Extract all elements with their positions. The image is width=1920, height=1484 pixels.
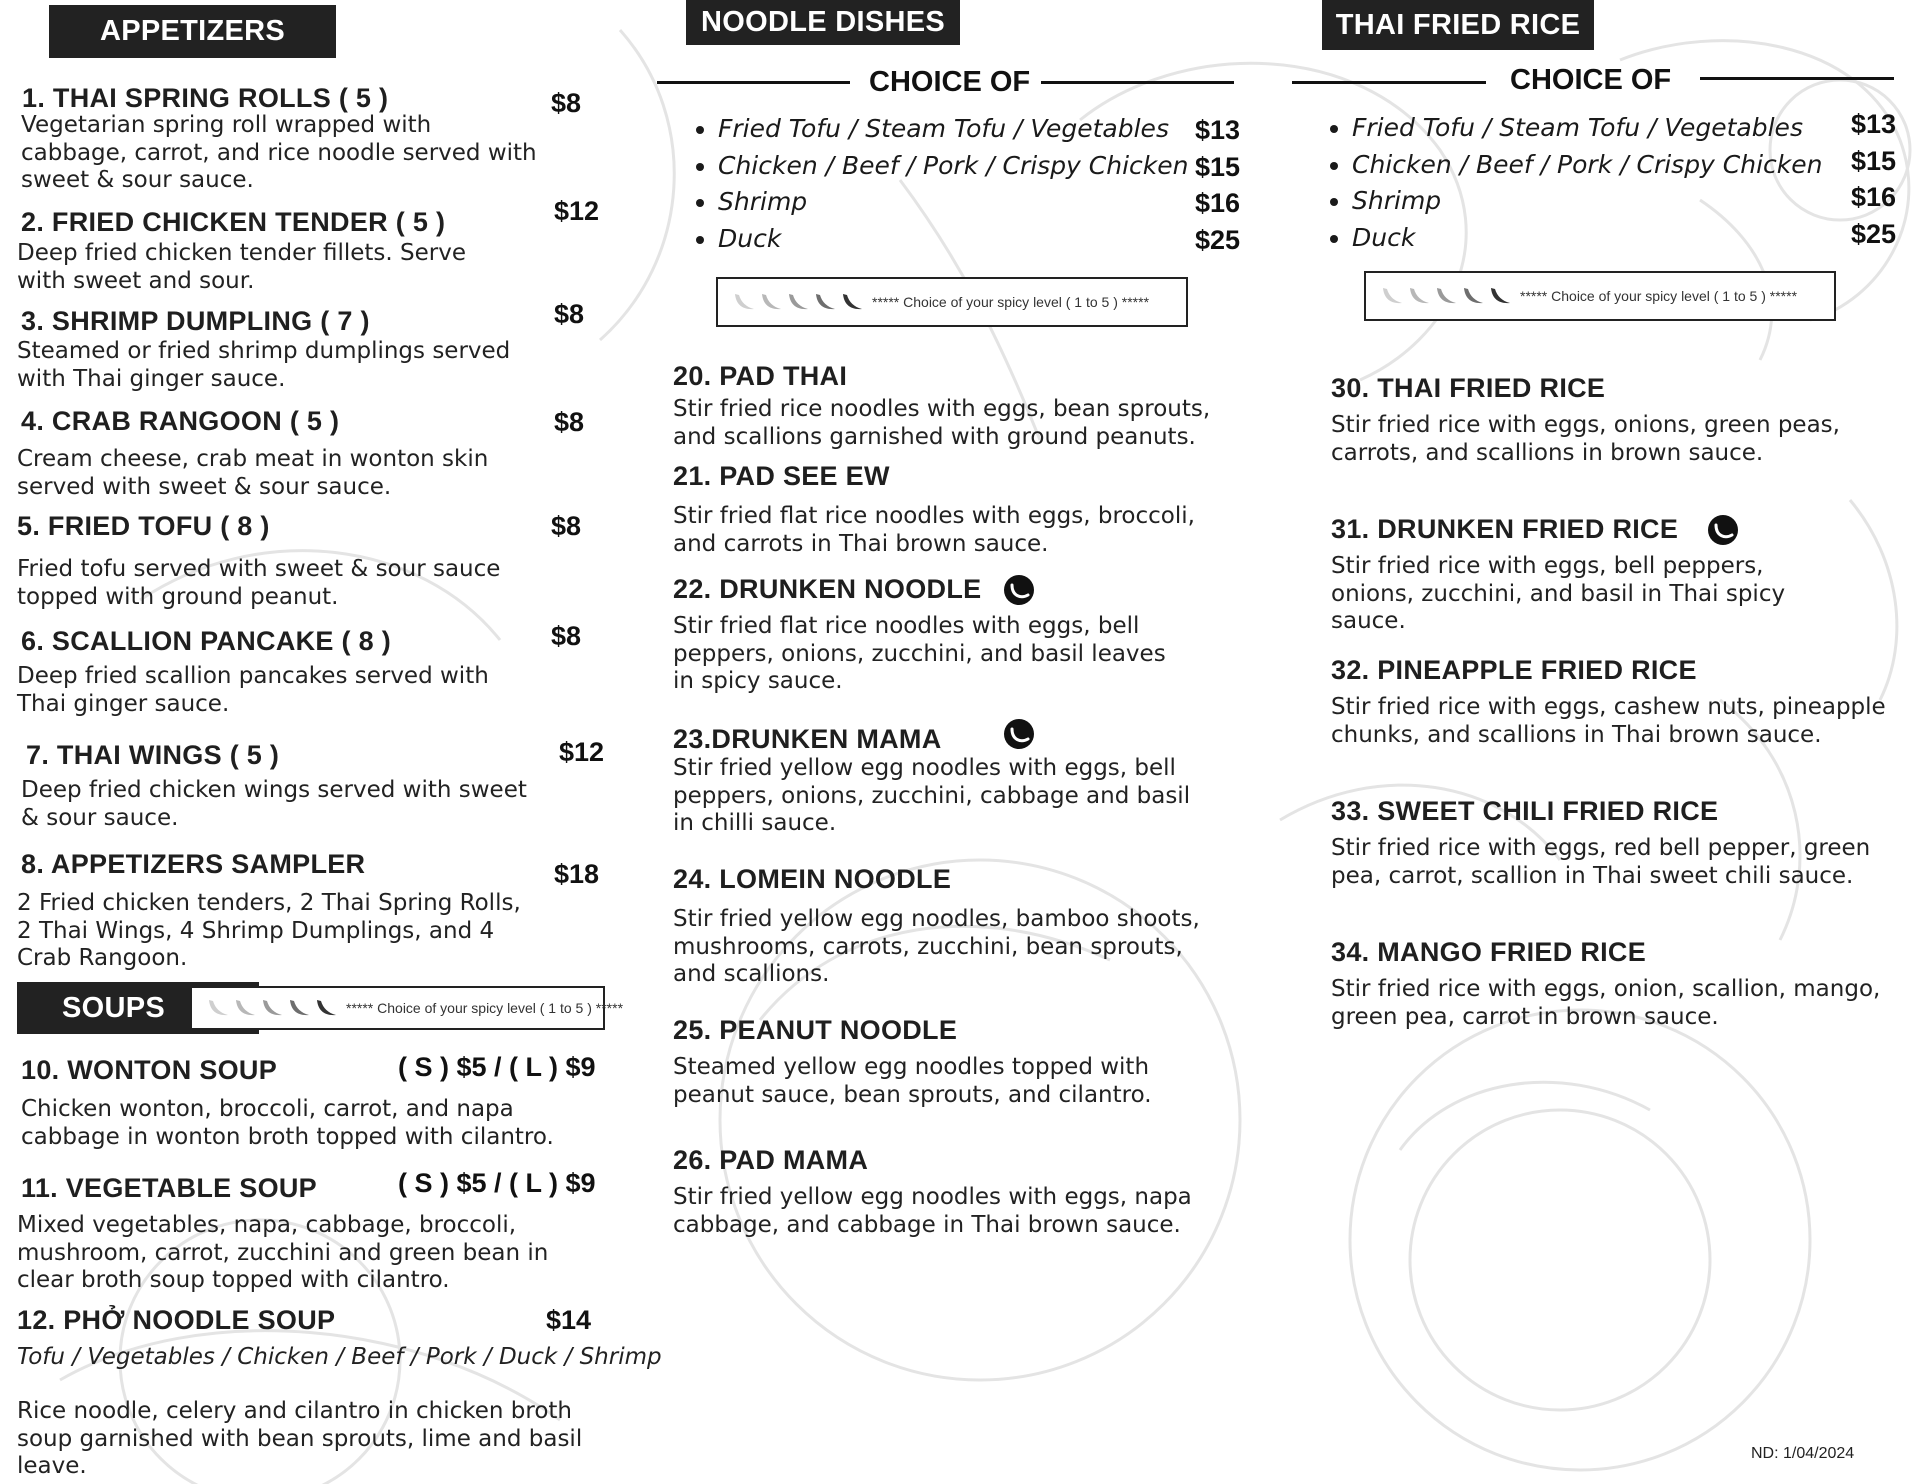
chili-pepper-icon bbox=[287, 998, 311, 1018]
noodles-choice-price: $13 bbox=[1194, 115, 1240, 145]
appetizer-7-desc: Deep fried chicken wings served with sweet & sour sauce. bbox=[21, 777, 527, 831]
spicy-level-label: ***** Choice of your spicy level ( 1 to 5 ) ***** bbox=[346, 1000, 624, 1016]
rice-33-desc: Stir fried rice with eggs, red bell pepper, green pea, carrot, scallion in Thai sweet chili sauce. bbox=[1331, 835, 1871, 889]
fried-rice-choice-rule-left bbox=[1292, 81, 1486, 84]
noodles-spicy-level-box bbox=[716, 277, 1188, 327]
rice-31-spicy-icon bbox=[1707, 514, 1739, 546]
noodle-21-desc: Stir fried flat rice noodles with eggs, broccoli, and carrots in Thai brown sauce. bbox=[673, 503, 1195, 557]
appetizers-header: APPETIZERS bbox=[49, 5, 336, 58]
chili-pepper-icon bbox=[233, 998, 257, 1018]
soup-10-desc: Chicken wonton, broccoli, carrot, and napa cabbage in wonton broth topped with cilantro. bbox=[21, 1096, 554, 1150]
noodle-20-desc: Stir fried rice noodles with eggs, bean sprouts, and scallions garnished with ground peanuts. bbox=[673, 396, 1211, 450]
noodles-choice-item: • Fried Tofu / Steam Tofu / Vegetables bbox=[718, 111, 1189, 148]
fried-rice-choice-price: $15 bbox=[1850, 145, 1896, 176]
chili-pepper-icons bbox=[206, 998, 338, 1018]
appetizer-6-name: 6. SCALLION PANCAKE ( 8 ) bbox=[21, 626, 392, 656]
noodles-choice-list bbox=[684, 111, 1189, 257]
appetizer-6-desc: Deep fried scallion pancakes served with Thai ginger sauce. bbox=[17, 663, 489, 717]
rice-30-name: 30. THAI FRIED RICE bbox=[1331, 373, 1606, 403]
noodle-23-name: 23.DRUNKEN MAMA bbox=[673, 724, 942, 754]
noodle-25-desc: Steamed yellow egg noodles topped with peanut sauce, bean sprouts, and cilantro. bbox=[673, 1054, 1152, 1108]
spicy-level-label: ***** Choice of your spicy level ( 1 to 5 ) ***** bbox=[872, 294, 1150, 310]
chili-pepper-icon bbox=[732, 292, 756, 312]
noodle-26-desc: Stir fried yellow egg noodles with eggs, napa cabbage, and cabbage in Thai brown sauce. bbox=[673, 1184, 1192, 1238]
appetizer-8-desc: 2 Fried chicken tenders, 2 Thai Spring Rolls, 2 Thai Wings, 4 Shrimp Dumplings, and 4 Crab Rangoon. bbox=[17, 890, 521, 971]
soup-11-desc: Mixed vegetables, napa, cabbage, broccoli, mushroom, carrot, zucchini and green bean in clear broth soup topped with cilantro. bbox=[17, 1212, 549, 1293]
appetizer-5-price: $8 bbox=[551, 511, 582, 541]
noodle-26-name: 26. PAD MAMA bbox=[673, 1145, 869, 1175]
chili-pepper-icon bbox=[1434, 286, 1458, 306]
noodle-21-name: 21. PAD SEE EW bbox=[673, 461, 890, 491]
noodles-choice-price: $25 bbox=[1194, 224, 1240, 255]
noodle-22-spicy-icon bbox=[1003, 574, 1035, 606]
chili-pepper-icon bbox=[1380, 286, 1404, 306]
noodles-choice-rule-left bbox=[657, 81, 850, 84]
appetizer-2-name: 2. FRIED CHICKEN TENDER ( 5 ) bbox=[21, 207, 446, 237]
fried-rice-choice-item: • Shrimp bbox=[1352, 183, 1823, 220]
appetizer-1-desc: Vegetarian spring roll wrapped with cabbage, carrot, and rice noodle served with sweet & sour sauce. bbox=[21, 112, 537, 193]
noodle-25-name: 25. PEANUT NOODLE bbox=[673, 1015, 958, 1045]
appetizer-7-price: $12 bbox=[559, 737, 605, 767]
soup-11-name: 11. VEGETABLE SOUP bbox=[21, 1173, 317, 1203]
noodle-23-spicy-icon bbox=[1003, 718, 1035, 750]
appetizer-1-name: 1. THAI SPRING ROLLS ( 5 ) bbox=[22, 83, 389, 113]
fried-rice-choice-rule-right bbox=[1700, 77, 1894, 80]
appetizer-2-desc: Deep fried chicken tender fillets. Serve with sweet and sour. bbox=[17, 240, 466, 294]
rice-34-name: 34. MANGO FRIED RICE bbox=[1331, 937, 1647, 967]
rice-30-desc: Stir fried rice with eggs, onions, green peas, carrots, and scallions in brown sauce. bbox=[1331, 412, 1840, 466]
chili-pepper-icon bbox=[786, 292, 810, 312]
fried-rice-header: THAI FRIED RICE bbox=[1322, 0, 1594, 50]
revision-date-note: ND: 1/04/2024 bbox=[1751, 1445, 1855, 1462]
appetizer-4-name: 4. CRAB RANGOON ( 5 ) bbox=[21, 406, 340, 436]
appetizer-4-price: $8 bbox=[554, 407, 585, 437]
appetizer-3-price: $8 bbox=[554, 299, 585, 329]
fried-rice-choice-item: • Duck bbox=[1352, 220, 1823, 257]
spicy-level-label: ***** Choice of your spicy level ( 1 to 5 ) ***** bbox=[1520, 288, 1798, 304]
soup-10-name: 10. WONTON SOUP bbox=[21, 1055, 278, 1085]
noodle-22-desc: Stir fried flat rice noodles with eggs, bell peppers, onions, zucchini, and basil leaves in spicy sauce. bbox=[673, 613, 1166, 694]
noodles-choice-prices bbox=[1150, 112, 1240, 258]
appetizer-5-desc: Fried tofu served with sweet & sour sauce topped with ground peanut. bbox=[17, 556, 501, 610]
chili-pepper-icons bbox=[732, 292, 864, 312]
chili-pepper-icons bbox=[1380, 286, 1512, 306]
soup-12-price: $14 bbox=[546, 1305, 592, 1335]
chili-pepper-icon bbox=[314, 998, 338, 1018]
noodles-choice-price: $16 bbox=[1194, 188, 1240, 218]
appetizer-3-name: 3. SHRIMP DUMPLING ( 7 ) bbox=[21, 306, 370, 336]
appetizer-6-price: $8 bbox=[551, 621, 582, 651]
soup-10-price: ( S ) $5 / ( L ) $9 bbox=[398, 1052, 596, 1082]
soups-header: SOUPS bbox=[17, 982, 259, 1034]
appetizer-7-name: 7. THAI WINGS ( 5 ) bbox=[26, 740, 280, 770]
noodle-20-name: 20. PAD THAI bbox=[673, 361, 848, 391]
noodles-choice-item: • Shrimp bbox=[718, 184, 1189, 221]
noodles-choice-price: $15 bbox=[1194, 151, 1240, 182]
rice-33-name: 33. SWEET CHILI FRIED RICE bbox=[1331, 796, 1719, 826]
fried-rice-spicy-level-box bbox=[1364, 271, 1836, 321]
chili-pepper-icon bbox=[1461, 286, 1485, 306]
rice-32-desc: Stir fried rice with eggs, cashew nuts, pineapple chunks, and scallions in Thai brown sauce. bbox=[1331, 694, 1886, 748]
noodles-choice-rule-right bbox=[1041, 81, 1234, 84]
soup-11-price: ( S ) $5 / ( L ) $9 bbox=[398, 1168, 596, 1198]
appetizer-5-name: 5. FRIED TOFU ( 8 ) bbox=[17, 511, 270, 541]
fried-rice-choice-prices bbox=[1806, 106, 1896, 252]
chili-pepper-icon bbox=[260, 998, 284, 1018]
soup-12-name: 12. PHỞ NOODLE SOUP bbox=[17, 1305, 336, 1335]
noodles-choice-title: CHOICE OF bbox=[869, 66, 1031, 98]
chili-pepper-icon bbox=[813, 292, 837, 312]
noodle-23-desc: Stir fried yellow egg noodles with eggs, bell peppers, onions, zucchini, cabbage and basil in chilli sauce. bbox=[673, 755, 1191, 836]
noodle-24-name: 24. LOMEIN NOODLE bbox=[673, 864, 952, 894]
noodles-header: NOODLE DISHES bbox=[686, 0, 960, 45]
soups-spicy-level-box bbox=[190, 986, 624, 1030]
chili-pepper-icon bbox=[1488, 286, 1512, 306]
fried-rice-choice-item: • Chicken / Beef / Pork / Crispy Chicken bbox=[1352, 147, 1823, 184]
rice-31-desc: Stir fried rice with eggs, bell peppers, onions, zucchini, and basil in Thai spicy sauce. bbox=[1331, 553, 1786, 634]
soup-12-options: Tofu / Vegetables / Chicken / Beef / Pork / Duck / Shrimp bbox=[17, 1344, 662, 1370]
chili-pepper-icon bbox=[840, 292, 864, 312]
fried-rice-choice-list bbox=[1318, 110, 1823, 256]
noodles-choice-item: • Chicken / Beef / Pork / Crispy Chicken bbox=[718, 148, 1189, 185]
appetizer-8-name: 8. APPETIZERS SAMPLER bbox=[21, 849, 366, 879]
fried-rice-choice-item: • Fried Tofu / Steam Tofu / Vegetables bbox=[1352, 110, 1823, 147]
noodles-choice-item: • Duck bbox=[718, 221, 1189, 258]
soup-12-desc: Rice noodle, celery and cilantro in chicken broth soup garnished with bean sprouts, lime and basil leave. bbox=[17, 1398, 583, 1479]
noodle-22-name: 22. DRUNKEN NOODLE bbox=[673, 574, 982, 604]
fried-rice-choice-price: $25 bbox=[1850, 218, 1896, 249]
chili-pepper-icon bbox=[759, 292, 783, 312]
appetizer-4-desc: Cream cheese, crab meat in wonton skin served with sweet & sour sauce. bbox=[17, 446, 489, 500]
fried-rice-choice-price: $16 bbox=[1850, 182, 1896, 212]
chili-pepper-icon bbox=[1407, 286, 1431, 306]
chili-pepper-icon bbox=[206, 998, 230, 1018]
fried-rice-choice-price: $13 bbox=[1850, 109, 1896, 139]
fried-rice-choice-title: CHOICE OF bbox=[1510, 64, 1672, 96]
appetizer-1-price: $8 bbox=[551, 88, 582, 118]
rice-32-name: 32. PINEAPPLE FRIED RICE bbox=[1331, 655, 1697, 685]
appetizer-8-price: $18 bbox=[554, 859, 600, 889]
appetizer-3-desc: Steamed or fried shrimp dumplings served with Thai ginger sauce. bbox=[17, 338, 511, 392]
appetizer-2-price: $12 bbox=[554, 196, 600, 226]
rice-31-name: 31. DRUNKEN FRIED RICE bbox=[1331, 514, 1679, 544]
noodle-24-desc: Stir fried yellow egg noodles, bamboo shoots, mushrooms, carrots, zucchini, bean sprouts, and scallions. bbox=[673, 906, 1200, 987]
rice-34-desc: Stir fried rice with eggs, onion, scallion, mango, green pea, carrot in brown sauce. bbox=[1331, 976, 1881, 1030]
